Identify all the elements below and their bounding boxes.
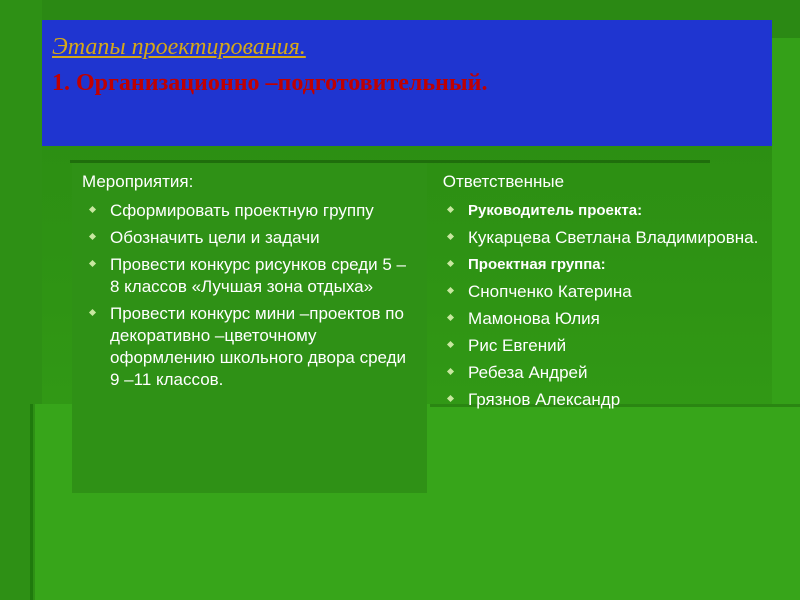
bullet-icon	[447, 206, 454, 213]
list-item: Проектная группа:	[442, 254, 772, 276]
list-item: Кукарцева Светлана Владимировна.	[442, 227, 772, 249]
bullet-icon	[89, 233, 96, 240]
bullet-icon	[89, 260, 96, 267]
slide-title-box	[42, 20, 772, 146]
list-item: Грязнов Александр	[442, 389, 772, 411]
list-item: Провести конкурс рисунков среди 5 –8 классов «Лучшая зона отдыха»	[84, 254, 414, 298]
bullet-icon	[447, 341, 454, 348]
bullet-icon	[89, 206, 96, 213]
activities-list	[84, 200, 414, 396]
list-item: Провести конкурс мини –проектов по декоративно –цветочному оформлению школьного двора среди 9 –11 классов.	[84, 303, 414, 391]
bullet-icon	[447, 287, 454, 294]
list-item: Обозначить цели и задачи	[84, 227, 414, 249]
list-item: Сформировать проектную группу	[84, 200, 414, 222]
bullet-icon	[447, 314, 454, 321]
list-item: Рис Евгений	[442, 335, 772, 357]
decorative-vertical-line	[30, 404, 33, 600]
list-item: Руководитель проекта:	[442, 200, 772, 222]
bullet-icon	[89, 309, 96, 316]
responsible-header: Ответственные	[438, 172, 565, 191]
list-item: Ребеза Андрей	[442, 362, 772, 384]
list-item: Снопченко Катерина	[442, 281, 772, 303]
list-item: Мамонова Юлия	[442, 308, 772, 330]
bullet-icon	[447, 260, 454, 267]
slide-title: Этапы проектирования.	[52, 34, 306, 60]
slide-subtitle: 1. Организационно –подготовительный.	[52, 70, 488, 96]
activities-header: Мероприятия:	[82, 172, 194, 191]
responsible-list	[442, 200, 772, 416]
bullet-icon	[447, 233, 454, 240]
bullet-icon	[447, 368, 454, 375]
decorative-horizontal-line-upper	[70, 160, 710, 163]
bullet-icon	[447, 395, 454, 402]
